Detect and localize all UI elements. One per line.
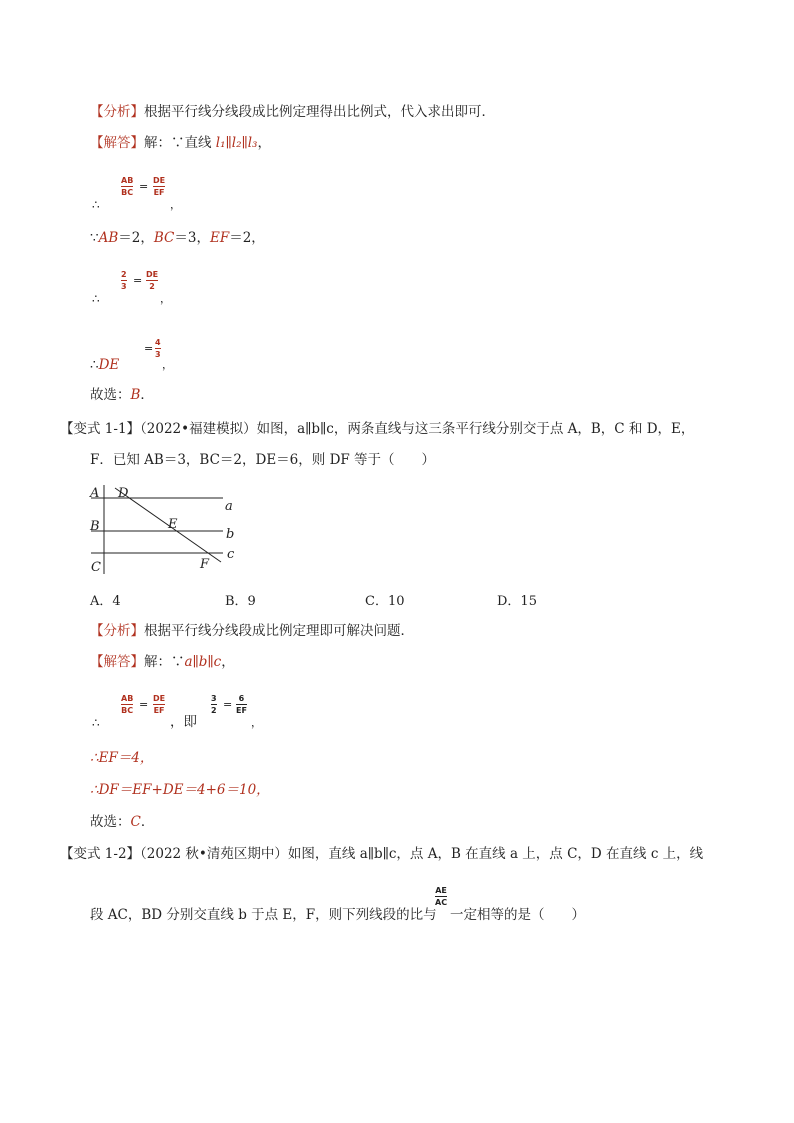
fraction-denominator: 3	[121, 282, 127, 291]
fraction-numerator: AB	[121, 694, 134, 703]
analysis-line-1	[90, 103, 495, 121]
fraction-numerator: 3	[211, 694, 217, 703]
label-C: C	[91, 560, 101, 575]
equals-sign: =	[144, 342, 154, 355]
fraction-numerator: DE	[146, 270, 159, 279]
variant-1-2-line-1	[60, 845, 703, 863]
fraction-denominator: EF	[153, 706, 165, 715]
answer-line-1	[90, 134, 271, 152]
answer-comma: ，	[221, 654, 235, 670]
label-D: D	[118, 486, 129, 501]
variant-1-1-line-2	[90, 451, 435, 469]
equals-sign: =	[133, 274, 143, 287]
fraction-numerator: AE	[435, 886, 447, 895]
ef-result-line	[90, 749, 153, 767]
analysis-text: 根据平行线分线段成比例定理得出比例式，代入求出即可．	[144, 104, 495, 120]
result-suffix: ．	[140, 814, 155, 830]
df-result: ∴DF＝EF+DE＝4+6＝10，	[90, 782, 270, 798]
fraction-numerator: 4	[155, 338, 161, 347]
equals-sign: =	[139, 698, 149, 711]
therefore-symbol: ∴	[90, 357, 99, 373]
fraction-denominator: 2	[149, 282, 155, 291]
fraction-denominator: AC	[435, 898, 448, 907]
therefore-symbol: ∴	[92, 198, 100, 212]
result-prefix: 故选：	[90, 387, 131, 403]
comma: ，	[162, 358, 173, 371]
fraction-denominator: EF	[236, 706, 247, 715]
analysis-line-2	[90, 622, 414, 640]
answer-prefix: 解：∵	[144, 654, 185, 670]
therefore-symbol: ∴	[92, 292, 100, 306]
fraction-6-ef	[236, 694, 247, 715]
ji-text: ，即	[170, 714, 197, 730]
question-text: 如图，直线 a∥b∥c，点 A，B 在直线 a 上，点 C，D 在直线 c 上，线	[287, 846, 704, 862]
equals-sign: =	[139, 180, 149, 193]
fraction-2-3	[121, 270, 127, 291]
comma: ，	[170, 198, 181, 211]
result-choice: B	[130, 387, 141, 403]
variant-1-2-line-2	[90, 906, 437, 924]
choice-d[interactable]: D．15	[497, 594, 537, 609]
ef-result: ∴EF＝4，	[90, 750, 154, 766]
answer-tag: 【解答】	[90, 654, 144, 670]
therefore-symbol: ∴	[92, 716, 100, 730]
result-line	[90, 386, 154, 404]
fraction-ab-bc	[121, 694, 133, 715]
fraction-denominator: 3	[155, 350, 161, 359]
segment-ef: EF	[209, 230, 230, 246]
choice-b[interactable]: B．9	[225, 594, 256, 609]
variant-1-1-line-1	[60, 420, 694, 438]
label-b: b	[226, 527, 235, 542]
fraction-numerator: 6	[238, 694, 245, 703]
result-suffix: ．	[140, 387, 154, 403]
answer-line-2	[90, 653, 235, 671]
question-text: 段 AC，BD 分别交直线 b 于点 E，F，则下列线段的比与	[90, 907, 437, 923]
fraction-ab-bc	[121, 176, 133, 197]
label-F: F	[200, 557, 210, 572]
ab-value: ＝2，	[118, 230, 154, 246]
result-line	[90, 813, 154, 831]
analysis-tag: 【分析】	[90, 623, 144, 639]
analysis-text: 根据平行线分线段成比例定理即可解决问题．	[144, 623, 414, 639]
de-result-line	[90, 356, 119, 374]
parallel-lines-l: l₁∥l₂∥l₃	[215, 135, 258, 151]
fraction-denominator: EF	[153, 188, 165, 197]
df-result-line	[90, 781, 270, 799]
given-line	[90, 229, 265, 247]
fraction-numerator: AB	[121, 176, 134, 185]
result-prefix: 故选：	[90, 814, 131, 830]
question-text: 一定相等的是（ ）	[450, 907, 585, 923]
answer-comma: ，	[257, 135, 271, 151]
parallel-lines-abc: a∥b∥c	[184, 654, 222, 670]
label-B: B	[90, 519, 100, 534]
variant-source: （2022•福建模拟）	[140, 421, 257, 437]
result-choice: C	[130, 814, 141, 830]
variant-1-2-line-2-end	[450, 906, 585, 924]
answer-prefix: 解：∵直线	[144, 135, 216, 151]
fraction-ae-ac	[435, 886, 447, 907]
variant-tag: 【变式 1-1】	[60, 421, 141, 437]
parallel-lines-figure	[85, 482, 245, 577]
because-symbol: ∵	[90, 230, 99, 246]
label-A: A	[90, 486, 100, 501]
fraction-4-3	[155, 338, 161, 359]
fraction-numerator: DE	[153, 694, 166, 703]
question-text: F．已知 AB＝3，BC＝2，DE＝6，则 DF 等于（ ）	[90, 452, 436, 468]
variant-tag: 【变式 1-2】	[60, 846, 141, 862]
question-text: 如图，a∥b∥c，两条直线与这三条平行线分别交于点 A，B，C 和 D，E，	[256, 421, 695, 437]
fraction-3-2	[211, 694, 217, 715]
segment-ab: AB	[98, 230, 119, 246]
fraction-denominator: BC	[121, 188, 134, 197]
label-a: a	[225, 499, 233, 514]
fraction-de-ef	[153, 176, 165, 197]
variant-source: （2022 秋•清苑区期中）	[140, 846, 288, 862]
fraction-numerator: 2	[121, 270, 127, 279]
comma: ，	[251, 716, 262, 729]
label-c: c	[227, 547, 235, 562]
equals-sign: =	[223, 698, 233, 711]
comma: ，	[160, 292, 171, 305]
segment-de: DE	[98, 357, 120, 373]
label-E: E	[168, 517, 178, 532]
ef-value: ＝2，	[229, 230, 265, 246]
fraction-de-2	[146, 270, 158, 291]
fraction-denominator: 2	[211, 706, 217, 715]
choice-a[interactable]: A．4	[90, 594, 121, 609]
choice-c[interactable]: C．10	[365, 594, 405, 609]
fraction-de-ef	[153, 694, 165, 715]
bc-value: ＝3，	[174, 230, 210, 246]
analysis-tag: 【分析】	[90, 104, 144, 120]
fraction-numerator: DE	[153, 176, 166, 185]
answer-tag: 【解答】	[90, 135, 144, 151]
fraction-denominator: BC	[121, 706, 134, 715]
segment-bc: BC	[153, 230, 175, 246]
